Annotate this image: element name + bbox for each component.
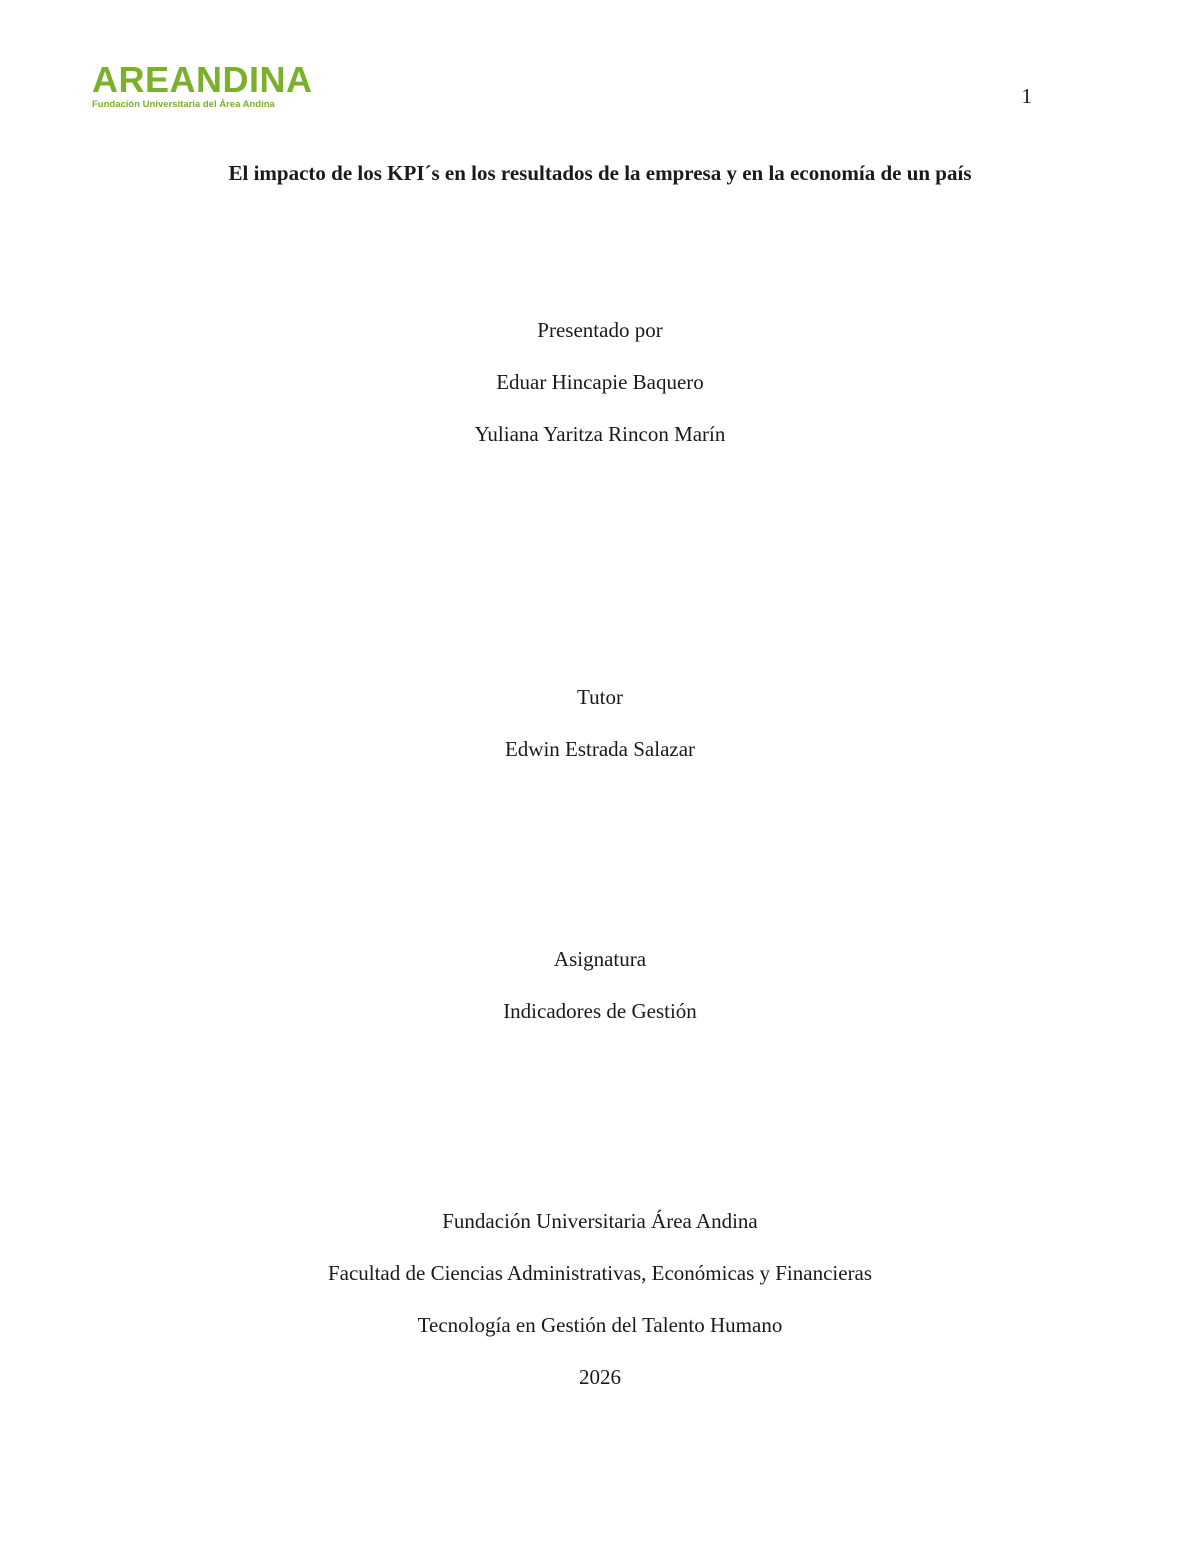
areandina-logo bbox=[92, 59, 313, 114]
page-number: 1 bbox=[1021, 84, 1032, 108]
tutor-label: Tutor bbox=[577, 685, 623, 709]
logo-subtitle: Fundación Universitaria del Área Andina bbox=[92, 99, 275, 110]
presented-by-label: Presentado por bbox=[537, 318, 663, 342]
tutor-name: Edwin Estrada Salazar bbox=[504, 737, 696, 761]
document-title: El impacto de los KPI´s en los resultados de la empresa y en la economía de un país bbox=[228, 161, 972, 185]
author-name: Yuliana Yaritza Rincon Marín bbox=[474, 422, 726, 446]
author-name: Eduar Hincapie Baquero bbox=[496, 370, 704, 394]
year: 2026 bbox=[579, 1365, 621, 1389]
program-name: Tecnología en Gestión del Talento Humano bbox=[417, 1313, 783, 1337]
institution-name: Fundación Universitaria Área Andina bbox=[442, 1209, 758, 1233]
faculty-name: Facultad de Ciencias Administrativas, Económicas y Financieras bbox=[327, 1261, 873, 1285]
course-name: Indicadores de Gestión bbox=[503, 999, 697, 1023]
logo-wordmark: AREANDINA bbox=[92, 59, 313, 100]
course-label: Asignatura bbox=[553, 947, 647, 971]
